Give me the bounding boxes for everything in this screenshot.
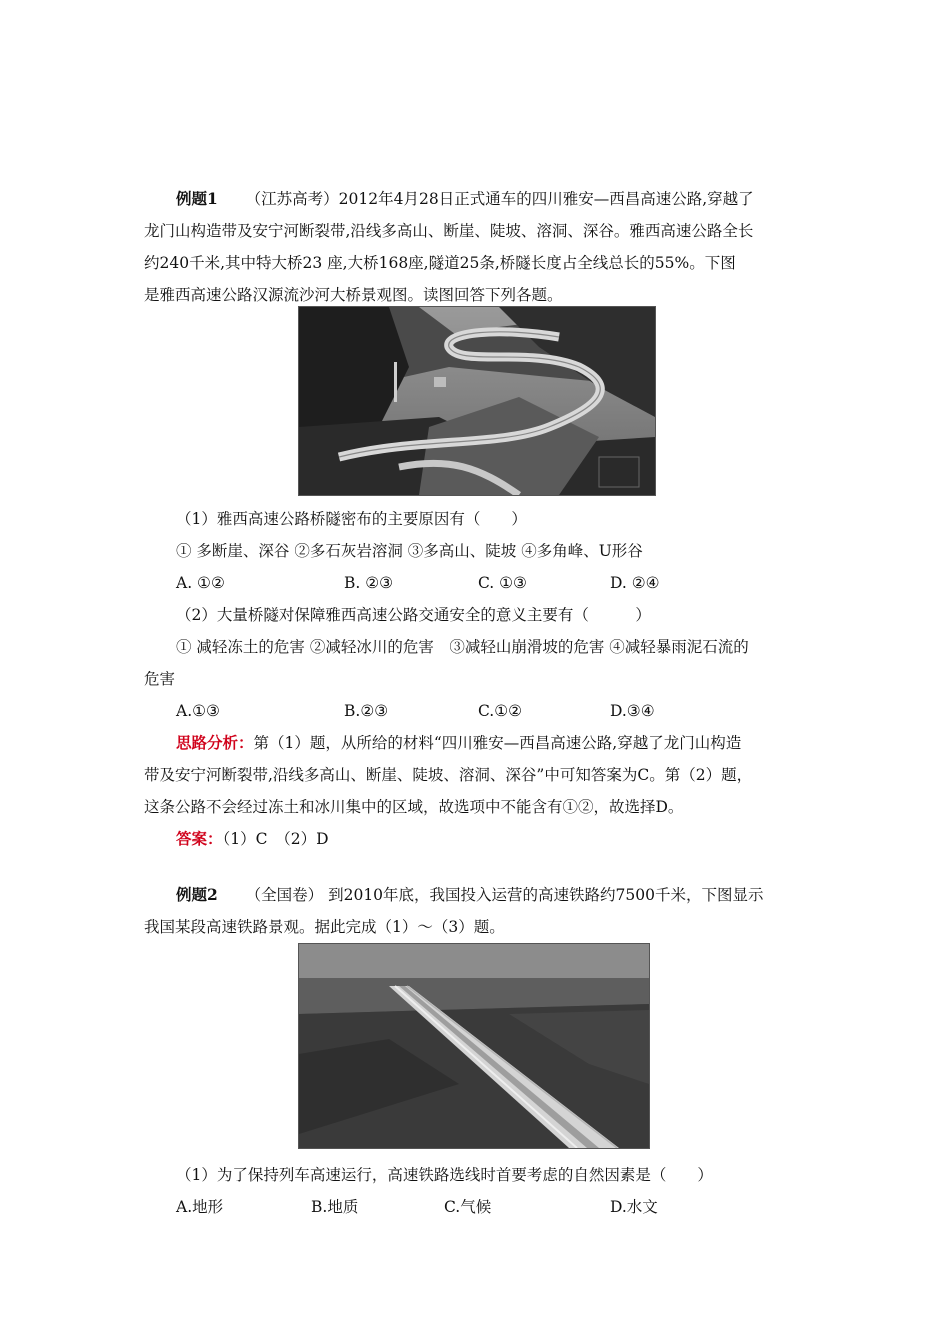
option-b: B.地质 [311, 1198, 359, 1216]
option-a: A.地形 [176, 1198, 224, 1216]
option-a: A. ①② [176, 574, 225, 592]
railway-viaduct-photo [298, 943, 650, 1149]
answer-text: （1）C （2）D [222, 830, 329, 848]
example2-intro-line-2: 我国某段高速铁路景观。据此完成（1）～（3）题。 [144, 918, 505, 936]
example1-q2-items-line-2: 危害 [144, 670, 176, 688]
example2-intro-line-1: 例题2 （全国卷） 到2010年底，我国投入运营的高速铁路约7500千米，下图显示 [176, 885, 764, 904]
example2-q1-stem: （1）为了保持列车高速运行，高速铁路选线时首要考虑的自然因素是（ ） [176, 1166, 713, 1184]
option-c: C. ①③ [478, 574, 527, 592]
example1-intro-line-2: 龙门山构造带及安宁河断裂带,沿线多高山、断崖、陡坡、溶洞、深谷。雅西高速公路全长 [144, 222, 754, 240]
analysis-line-3: 这条公路不会经过冻土和冰川集中的区域，故选项中不能含有①②，故选择D。 [144, 798, 684, 816]
option-d: D.③④ [610, 702, 655, 720]
option-b: B.②③ [344, 702, 389, 720]
highway-bridge-photo [298, 306, 656, 496]
analysis-line-2: 带及安宁河断裂带,沿线多高山、断崖、陡坡、溶洞、深谷”中可知答案为C。第（2）题， [144, 766, 753, 784]
option-d: D. ②④ [610, 574, 660, 592]
answer-label: 答案： [176, 830, 223, 848]
example1-q2-items-line-1: ① 减轻冻土的危害 ②减轻冰川的危害 ③减轻山崩滑坡的危害 ④减轻暴雨泥石流的 [176, 638, 749, 656]
example1-q1-items: ① 多断崖、深谷 ②多石灰岩溶洞 ③多高山、陡坡 ④多角峰、U形谷 [176, 542, 643, 560]
option-c: C.气候 [444, 1198, 492, 1216]
option-c: C.①② [478, 702, 523, 720]
option-a: A.①③ [176, 702, 220, 720]
example1-intro-line-4: 是雅西高速公路汉源流沙河大桥景观图。读图回答下列各题。 [144, 286, 563, 304]
example1-q2-stem: （2）大量桥隧对保障雅西高速公路交通安全的意义主要有（ ） [176, 606, 651, 624]
example1-intro-line-3: 约240千米,其中特大桥23 座,大桥168座,隧道25条,桥隧长度占全线总长的55%。下图 [144, 254, 736, 272]
analysis-line-1: 思路分析：第（1）题，从所给的材料“四川雅安—西昌高速公路,穿越了龙门山构造 [176, 734, 742, 752]
option-d: D.水文 [610, 1198, 658, 1216]
answer-line [176, 828, 329, 850]
example1-q1-stem: （1）雅西高速公路桥隧密布的主要原因有（ ） [176, 510, 527, 528]
example1-intro-line-1: 例题1 （江苏高考）2012年4月28日正式通车的四川雅安—西昌高速公路,穿越了 [176, 189, 754, 208]
analysis-label: 思路分析： [176, 734, 254, 752]
option-b: B. ②③ [344, 574, 394, 592]
example2-label: 例题2 [176, 885, 218, 904]
example1-label: 例题1 [176, 189, 218, 208]
